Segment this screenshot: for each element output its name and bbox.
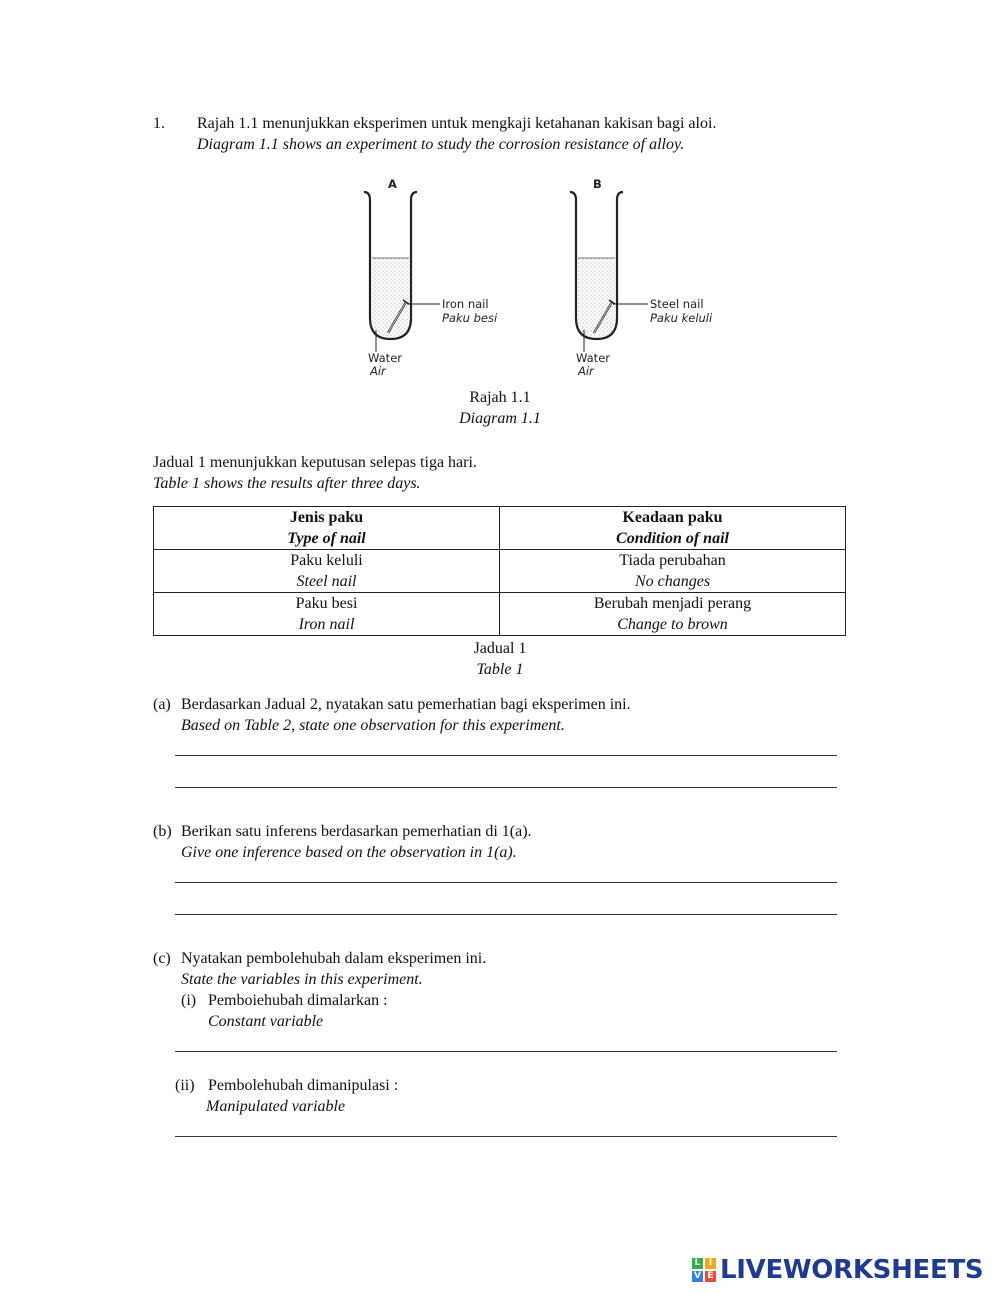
tube-a-liquid-ms: Air bbox=[370, 364, 386, 378]
tube-b-liquid-ms: Air bbox=[578, 364, 594, 378]
diagram-caption-ms: Rajah 1.1 bbox=[469, 389, 531, 406]
part-a-question-en: Based on Table 2, state one observation for this experiment. bbox=[181, 717, 565, 734]
tube-b-liquid bbox=[578, 258, 615, 337]
part-c-i-question-ms: Pemboiehubah dimalarkan : bbox=[208, 992, 388, 1009]
answer-line-a1[interactable] bbox=[175, 755, 837, 756]
answer-line-c-ii[interactable] bbox=[175, 1136, 837, 1137]
table-cell bbox=[500, 593, 846, 636]
tube-a-liquid bbox=[372, 258, 409, 337]
logo-mark-cell: L bbox=[692, 1258, 703, 1269]
test-tube-b bbox=[570, 177, 713, 378]
cell-text-en: No changes bbox=[634, 573, 711, 590]
table-cell bbox=[154, 550, 500, 593]
tube-b-nail-en: Steel nail bbox=[650, 297, 704, 311]
header-type-ms: Jenis paku bbox=[289, 509, 364, 526]
part-b-question-ms: Berikan satu inferens berdasarkan pemerhatian di 1(a). bbox=[181, 823, 532, 840]
tube-a-letter: A bbox=[388, 177, 397, 191]
table-caption-en: Table 1 bbox=[476, 661, 524, 678]
part-c-ii-question-en: Manipulated variable bbox=[206, 1098, 346, 1115]
table-row bbox=[154, 550, 846, 593]
tube-a-liquid-en: Water bbox=[368, 351, 402, 365]
table-caption-ms: Jadual 1 bbox=[473, 640, 527, 657]
question-intro-ms: Rajah 1.1 menunjukkan eksperimen untuk mengkaji ketahanan kakisan bagi aloi. bbox=[197, 115, 717, 132]
logo-mark-icon bbox=[692, 1258, 716, 1282]
tube-b-nail-ms: Paku keluli bbox=[650, 311, 713, 325]
logo-text: LIVEWORKSHEETS bbox=[720, 1255, 984, 1285]
diagram-caption-en: Diagram 1.1 bbox=[459, 410, 541, 427]
tube-a-nail-en: Iron nail bbox=[442, 297, 489, 311]
table-header-cell bbox=[154, 507, 500, 550]
answer-line-b2[interactable] bbox=[175, 914, 837, 915]
part-c-i-label: (i) bbox=[181, 992, 197, 1009]
part-c-label: (c) bbox=[153, 950, 171, 967]
part-c-i-question-en: Constant variable bbox=[208, 1013, 324, 1030]
part-b-label: (b) bbox=[153, 823, 172, 840]
table-intro-en: Table 1 shows the results after three days. bbox=[153, 475, 421, 492]
table-header-row bbox=[154, 507, 846, 550]
part-a-label: (a) bbox=[153, 696, 171, 713]
tube-b-liquid-en: Water bbox=[576, 351, 610, 365]
results-table bbox=[153, 506, 846, 636]
cell-text-ms: Tiada perubahan bbox=[619, 552, 726, 569]
part-c-ii-question-ms: Pembolehubah dimanipulasi : bbox=[208, 1077, 399, 1094]
question-number: 1. bbox=[153, 115, 165, 132]
cell-text-ms: Paku keluli bbox=[290, 552, 363, 569]
header-condition-en: Condition of nail bbox=[616, 530, 729, 547]
cell-text-en: Change to brown bbox=[617, 616, 728, 633]
cell-text-en: Iron nail bbox=[298, 616, 355, 633]
logo-mark-cell: I bbox=[705, 1258, 716, 1269]
table-cell bbox=[500, 550, 846, 593]
header-type-en: Type of nail bbox=[287, 530, 366, 547]
question-intro-en: Diagram 1.1 shows an experiment to study the corrosion resistance of alloy. bbox=[197, 136, 685, 153]
part-b-question-en: Give one inference based on the observation in 1(a). bbox=[181, 844, 517, 861]
part-a-question-ms: Berdasarkan Jadual 2, nyatakan satu pemerhatian bagi eksperimen ini. bbox=[181, 696, 631, 713]
cell-text-ms: Berubah menjadi perang bbox=[593, 595, 752, 612]
part-c-question-en: State the variables in this experiment. bbox=[181, 971, 423, 988]
table-header-cell bbox=[500, 507, 846, 550]
cell-text-ms: Paku besi bbox=[295, 595, 358, 612]
table-row bbox=[154, 593, 846, 636]
answer-line-a2[interactable] bbox=[175, 787, 837, 788]
liveworksheets-logo bbox=[692, 1254, 983, 1286]
test-tube-a bbox=[364, 177, 498, 378]
header-condition-ms: Keadaan paku bbox=[622, 509, 723, 526]
cell-text-en: Steel nail bbox=[296, 573, 357, 590]
table-intro-ms: Jadual 1 menunjukkan keputusan selepas tiga hari. bbox=[153, 454, 477, 471]
logo-mark-cell: E bbox=[705, 1271, 716, 1282]
answer-line-c-i[interactable] bbox=[175, 1051, 837, 1052]
logo-mark-cell: V bbox=[692, 1271, 703, 1282]
part-c-ii-label: (ii) bbox=[175, 1077, 195, 1094]
answer-line-b1[interactable] bbox=[175, 882, 837, 883]
tube-a-nail-ms: Paku besi bbox=[442, 311, 498, 325]
tube-b-letter: B bbox=[593, 177, 602, 191]
part-c-question-ms: Nyatakan pembolehubah dalam eksperimen ini. bbox=[181, 950, 487, 967]
experiment-diagram bbox=[350, 170, 740, 382]
table-cell bbox=[154, 593, 500, 636]
